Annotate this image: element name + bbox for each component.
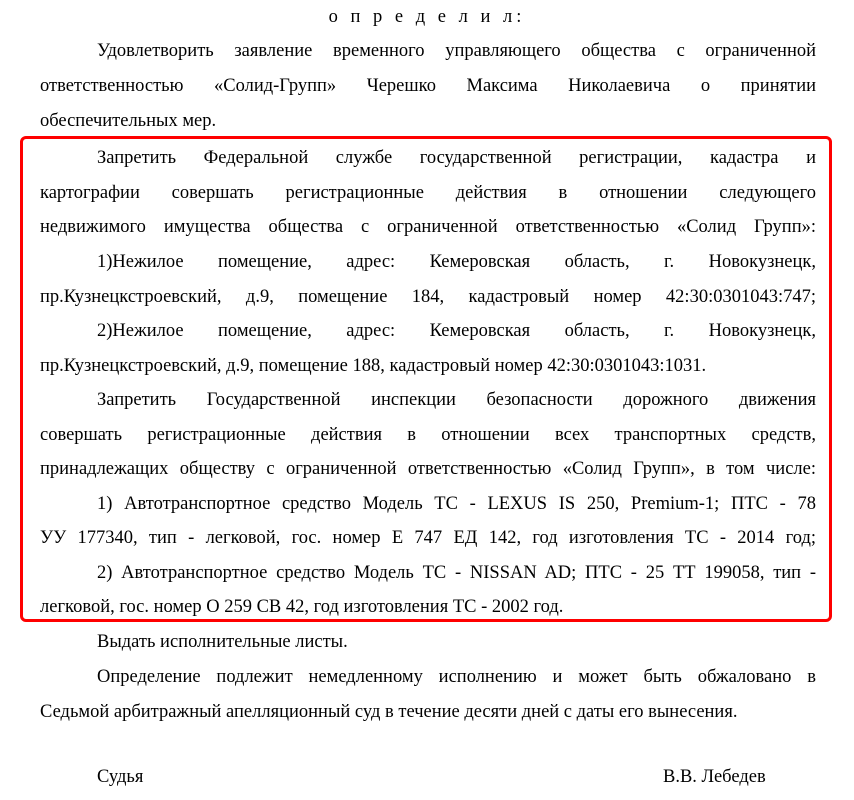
text-line: Выдать исполнительные листы. bbox=[97, 632, 348, 652]
signature-name: В.В. Лебедев bbox=[663, 767, 766, 787]
text-line: обеспечительных мер. bbox=[40, 111, 217, 131]
text-line: пр.Кузнецкстроевский, д.9, помещение 188, кадастровый номер 42:30:0301043:1031. bbox=[40, 356, 707, 376]
text-line: УУ 177340, тип - легковой, гос. номер Е 747 ЕД 142, год изготовления ТС - 2014 год; bbox=[40, 528, 816, 548]
text-line: легковой, гос. номер О 259 СВ 42, год изготовления ТС - 2002 год. bbox=[40, 597, 564, 617]
text-line: Определение подлежит немедленному исполнению и может быть обжаловано в bbox=[97, 667, 816, 687]
text-line: недвижимого имущества общества с ограниченной ответственностью «Солид Групп»: bbox=[40, 217, 816, 237]
text-line: пр.Кузнецкстроевский, д.9, помещение 184, кадастровый номер 42:30:0301043:747; bbox=[40, 287, 816, 307]
text-line: Седьмой арбитражный апелляционный суд в течение десяти дней с даты его вынесения. bbox=[40, 702, 738, 722]
text-line: 2) Автотранспортное средство Модель ТС - NISSAN AD; ПТС - 25 ТТ 199058, тип - bbox=[97, 563, 816, 583]
text-line: 1)Нежилое помещение, адрес: Кемеровская область, г. Новокузнецк, bbox=[97, 252, 816, 272]
text-line: 2)Нежилое помещение, адрес: Кемеровская область, г. Новокузнецк, bbox=[97, 321, 816, 341]
text-line: Удовлетворить заявление временного управляющего общества с ограниченной bbox=[97, 41, 816, 61]
text-line: 1) Автотранспортное средство Модель ТС - LEXUS IS 250, Premium-1; ПТС - 78 bbox=[97, 494, 816, 514]
text-line: Запретить Федеральной службе государственной регистрации, кадастра и bbox=[97, 148, 816, 168]
text-line: ответственностью «Солид-Групп» Черешко Максима Николаевича о принятии bbox=[40, 76, 816, 96]
ruling-heading: о п р е д е л и л: bbox=[328, 7, 526, 27]
text-line: картографии совершать регистрационные действия в отношении следующего bbox=[40, 183, 816, 203]
text-line: Запретить Государственной инспекции безопасности дорожного движения bbox=[97, 390, 816, 410]
text-line: совершать регистрационные действия в отношении всех транспортных средств, bbox=[40, 425, 816, 445]
text-line: принадлежащих обществу с ограниченной ответственностью «Солид Групп», в том числе: bbox=[40, 459, 816, 479]
signature-title: Судья bbox=[97, 767, 144, 787]
